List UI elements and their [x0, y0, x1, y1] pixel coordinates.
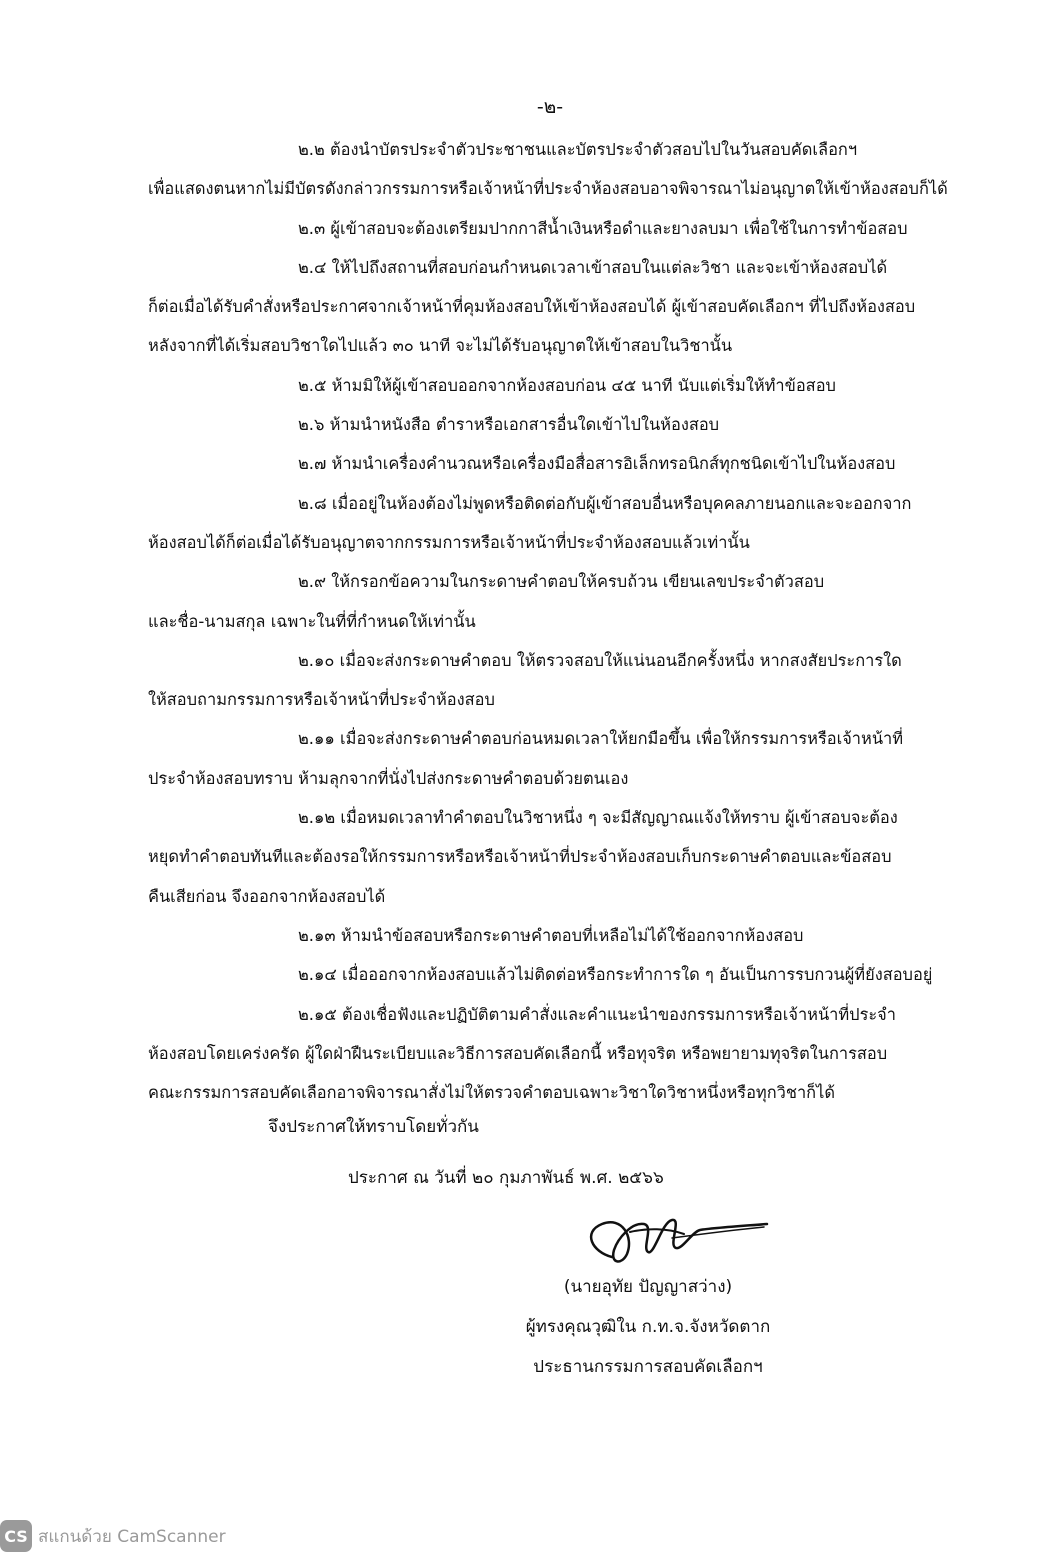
paragraph-2-8: ๒.๘ เมื่ออยู่ในห้องต้องไม่พูดหรือติดต่อกับผู้เข้าสอบอื่นหรือบุคคลภายนอกและจะออกจาก ห้องสอบได้ก็ต่อเมื่อได้รับอนุญาตจากกรรมการหรือเจ้าหน้าที่ประจำห้องสอบแล้วเท่านั้น: [148, 493, 912, 552]
signer-block: [478, 1267, 818, 1387]
paragraph-2-12: ๒.๑๒ เมื่อหมดเวลาทำคำตอบในวิชาหนึ่ง ๆ จะมีสัญญาณแจ้งให้ทราบ ผู้เข้าสอบจะต้อง หยุดทำคำตอบทันทีและต้องรอให้กรรมการหรือหรือเจ้าหน้าที่ประจำห้องสอบเก็บกระดาษคำตอบและข้อสอบ คืนเสียก่อน จึงออกจากห้องสอบได้: [148, 808, 898, 906]
paragraph-2-13: ๒.๑๓ ห้ามนำข้อสอบหรือกระดาษคำตอบที่เหลือไม่ได้ใช้ออกจากห้องสอบ: [298, 925, 804, 945]
signer-title: ประธานกรรมการสอบคัดเลือกฯ: [533, 1357, 763, 1377]
paragraph-2-6: ๒.๖ ห้ามนำหนังสือ ตำราหรือเอกสารอื่นใดเข้าไปในห้องสอบ: [298, 415, 720, 435]
signer-name: (นายอุทัย ปัญญาสว่าง): [563, 1277, 733, 1297]
paragraph-2-15: ๒.๑๕ ต้องเชื่อฟังและปฏิบัติตามคำสั่งและคำแนะนำของกรรมการหรือเจ้าหน้าที่ประจำ ห้องสอบโดยเคร่งครัด ผู้ใดฝ่าฝืนระเบียบและวิธีการสอบคัดเลือกนี้ หรือทุจริต หรือพยายามทุจริตในการสอบ คณะกรรมการสอบคัดเลือกอาจพิจารณาสั่งไม่ให้ตรวจคำตอบเฉพาะวิชาใดวิชาหนึ่งหรือทุกวิชาก็ได้: [148, 1004, 896, 1103]
watermark-text: สแกนด้วย CamScanner: [38, 1526, 226, 1547]
page-number: -๒-: [536, 96, 564, 118]
paragraph-2-10: ๒.๑๐ เมื่อจะส่งกระดาษคำตอบ ให้ตรวจสอบให้แน่นอนอีกครั้งหนึ่ง หากสงสัยประการใด ให้สอบถามกรรมการหรือเจ้าหน้าที่ประจำห้องสอบ: [148, 650, 902, 710]
paragraph-2-3: ๒.๓ ผู้เข้าสอบจะต้องเตรียมปากกาสีน้ำเงินหรือดำและยางลบมา เพื่อใช้ในการทำข้อสอบ: [298, 218, 908, 238]
paragraph-2-5: ๒.๕ ห้ามมิให้ผู้เข้าสอบออกจากห้องสอบก่อน ๔๕ นาที นับแต่เริ่มให้ทำข้อสอบ: [298, 375, 836, 395]
signer-position: ผู้ทรงคุณวุฒิใน ก.ท.จ.จังหวัดตาก: [525, 1317, 771, 1337]
paragraph-2-11: ๒.๑๑ เมื่อจะส่งกระดาษคำตอบก่อนหมดเวลาให้ยกมือขึ้น เพื่อให้กรรมการหรือเจ้าหน้าที่ ประจำห้องสอบทราบ ห้ามลุกจากที่นั่งไปส่งกระดาษคำตอบด้วยตนเอง: [148, 729, 904, 788]
document-body: [148, 130, 953, 1112]
camscanner-watermark: [0, 1516, 226, 1556]
paragraph-2-4: ๒.๔ ให้ไปถึงสถานที่สอบก่อนกำหนดเวลาเข้าสอบในแต่ละวิชา และจะเข้าห้องสอบได้ ก็ต่อเมื่อได้รับคำสั่งหรือประกาศจากเจ้าหน้าที่คุมห้องสอบให้เข้าห้องสอบได้ ผู้เข้าสอบคัดเลือกฯ ที่ไปถึงห้องสอบ หลังจากที่ได้เริ่มสอบวิชาใดไปแล้ว ๓๐ นาที จะไม่ได้รับอนุญาตให้เข้าสอบในวิชานั้น: [148, 257, 916, 356]
announce-date: ประกาศ ณ วันที่ ๒๐ กุมภาพันธ์ พ.ศ. ๒๕๖๖: [348, 1168, 664, 1188]
camscanner-logo-icon: CS: [0, 1520, 32, 1552]
paragraph-2-7: ๒.๗ ห้ามนำเครื่องคำนวณหรือเครื่องมือสื่อสารอิเล็กทรอนิกส์ทุกชนิดเข้าไปในห้องสอบ: [298, 454, 896, 474]
announcement: จึงประกาศให้ทราบโดยทั่วกัน: [268, 1117, 479, 1137]
paragraph-2-14: ๒.๑๔ เมื่อออกจากห้องสอบแล้วไม่ติดต่อหรือกระทำการใด ๆ อันเป็นการรบกวนผู้ที่ยังสอบอยู่: [298, 965, 933, 985]
paragraph-2-9: ๒.๙ ให้กรอกข้อความในกระดาษคำตอบให้ครบถ้วน เขียนเลขประจำตัวสอบ และชื่อ-นามสกุล เฉพาะในที่ที่กำหนดให้เท่านั้น: [148, 572, 825, 631]
paragraph-2-2: ๒.๒ ต้องนำบัตรประจำตัวประชาชนและบัตรประจำตัวสอบไปในวันสอบคัดเลือกฯ เพื่อแสดงตนหากไม่มีบัตรดังกล่าวกรรมการหรือเจ้าหน้าที่ประจำห้องสอบอาจพิจารณาไม่อนุญาตให้เข้าห้องสอบก็ได้: [148, 140, 948, 199]
